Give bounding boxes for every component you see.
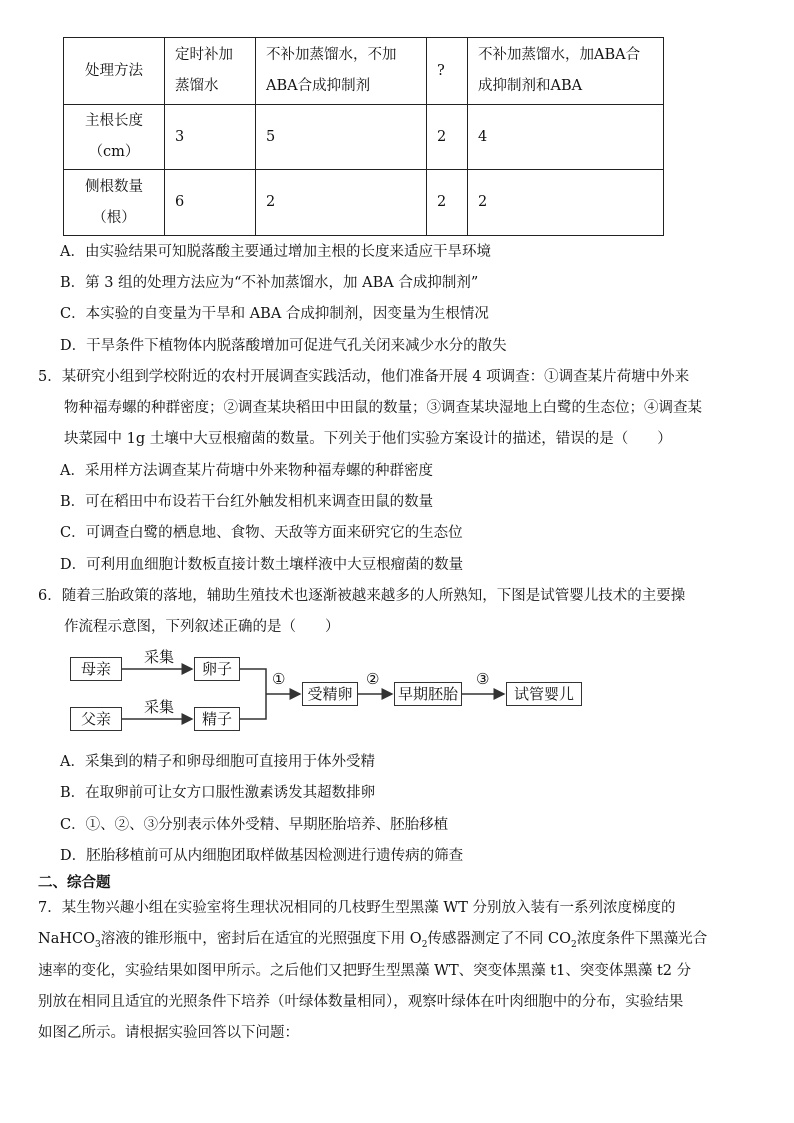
table-cell: 3 [165, 105, 256, 170]
text-run: 传感器测定了不同 CO [427, 931, 572, 947]
subscript: 2 [571, 939, 577, 950]
sperm-box: 精子 [194, 707, 240, 731]
q6-option-b: B．在取卵前可让女方口服性激素诱发其超数排卵 [60, 785, 376, 801]
subscript: 2 [421, 939, 428, 950]
q5-stem-line: 5．某研究小组到学校附近的农村开展调查实践活动，他们准备开展 4 项调查：①调查某片荷塘中外来 [38, 369, 690, 385]
table-cell: 2 [256, 170, 427, 236]
q7-stem-line: 别放在相同且适宜的光照条件下培养（叶绿体数量相同），观察叶绿体在叶肉细胞中的分布，实验结果 [38, 994, 684, 1010]
q7-stem-line: 7．某生物兴趣小组在实验室将生理状况相同的几枝野生型黑藻 WT 分别放入装有一系列浓度梯度的 [38, 900, 676, 916]
table-header-cell: 处理方法 [64, 38, 165, 105]
q7-stem-line: 如图乙所示。请根据实验回答以下问题： [38, 1025, 299, 1041]
table-cell: 4 [468, 105, 664, 170]
text-run: NaHCO [38, 931, 95, 947]
q6-option-a: A．采集到的精子和卵母细胞可直接用于体外受精 [60, 754, 375, 770]
q4-option-a: A．由实验结果可知脱落酸主要通过增加主根的长度来适应干旱环境 [60, 244, 491, 260]
q5-stem-line: 块菜园中 1g 土壤中大豆根瘤菌的数量。下列关于他们实验方案设计的描述，错误的是（ ） [64, 431, 672, 447]
section-title: 二、综合题 [38, 875, 111, 891]
text-run: 浓度条件下黑藻光合 [576, 931, 708, 947]
q6-option-c: C．①、②、③分别表示体外受精、早期胚胎培养、胚胎移植 [60, 817, 449, 833]
table-row-label: 侧根数量（根） [64, 170, 165, 236]
q4-option-d: D．干旱条件下植物体内脱落酸增加可促进气孔关闭来减少水分的散失 [60, 338, 507, 354]
table-header-cell: ? [427, 38, 468, 105]
text-run: 溶液的锥形瓶中，密封后在适宜的光照强度下用 O [100, 931, 422, 947]
experiment-table [63, 37, 664, 236]
q5-option-d: D．可利用血细胞计数板直接计数土壤样液中大豆根瘤菌的数量 [60, 557, 464, 573]
q7-stem-line: 速率的变化，实验结果如图甲所示。之后他们又把野生型黑藻 WT、突变体黑藻 t1、突变体黑藻 t2 分 [38, 963, 692, 979]
q5-option-a: A．采用样方法调查某片荷塘中外来物种福寿螺的种群密度 [60, 463, 433, 479]
father-box: 父亲 [70, 707, 122, 731]
q5-option-b: B．可在稻田中布设若干台红外触发相机来调查田鼠的数量 [60, 494, 434, 510]
step3-label: ③ [476, 670, 490, 688]
table-cell: 2 [427, 105, 468, 170]
embryo-box: 早期胚胎 [394, 682, 462, 706]
table-cell: 6 [165, 170, 256, 236]
q4-option-b: B．第 3 组的处理方法应为“不补加蒸馏水，加 ABA 合成抑制剂” [60, 275, 479, 291]
zygote-box: 受精卵 [302, 682, 358, 706]
table-row-label: 主根长度（cm） [64, 105, 165, 170]
table-cell: 5 [256, 105, 427, 170]
q7-stem-line [38, 929, 707, 955]
table-cell: 2 [468, 170, 664, 236]
table-row [64, 170, 664, 236]
table-header-cell: 不补加蒸馏水，加ABA合成抑制剂和ABA [468, 38, 664, 105]
q6-stem-line: 6．随着三胎政策的落地，辅助生殖技术也逐渐被越来越多的人所熟知，下图是试管婴儿技术的主要操 [38, 588, 686, 604]
q5-option-c: C．可调查白鹭的栖息地、食物、天敌等方面来研究它的生态位 [60, 525, 463, 541]
table-cell: 2 [427, 170, 468, 236]
q6-option-d: D．胚胎移植前可从内细胞团取样做基因检测进行遗传病的筛查 [60, 848, 464, 864]
baby-box: 试管婴儿 [506, 682, 582, 706]
egg-box: 卵子 [194, 657, 240, 681]
table-header-row [64, 38, 664, 105]
step2-label: ② [366, 670, 380, 688]
table-header-cell: 定时补加蒸馏水 [165, 38, 256, 105]
ivf-flow-diagram [70, 648, 590, 738]
mother-box: 母亲 [70, 657, 122, 681]
table-header-cell: 不补加蒸馏水，不加ABA合成抑制剂 [256, 38, 427, 105]
collect-label: 采集 [144, 698, 175, 716]
q4-option-c: C．本实验的自变量为干旱和 ABA 合成抑制剂，因变量为生根情况 [60, 306, 489, 322]
q6-stem-line: 作流程示意图，下列叙述正确的是（ ） [64, 619, 340, 635]
table-row [64, 105, 664, 170]
collect-label: 采集 [144, 648, 175, 666]
q5-stem-line: 物种福寿螺的种群密度；②调查某块稻田中田鼠的数量；③调查某块湿地上白鹭的生态位；④调查某 [64, 400, 702, 416]
step1-label: ① [272, 670, 286, 688]
subscript: 3 [94, 939, 101, 950]
